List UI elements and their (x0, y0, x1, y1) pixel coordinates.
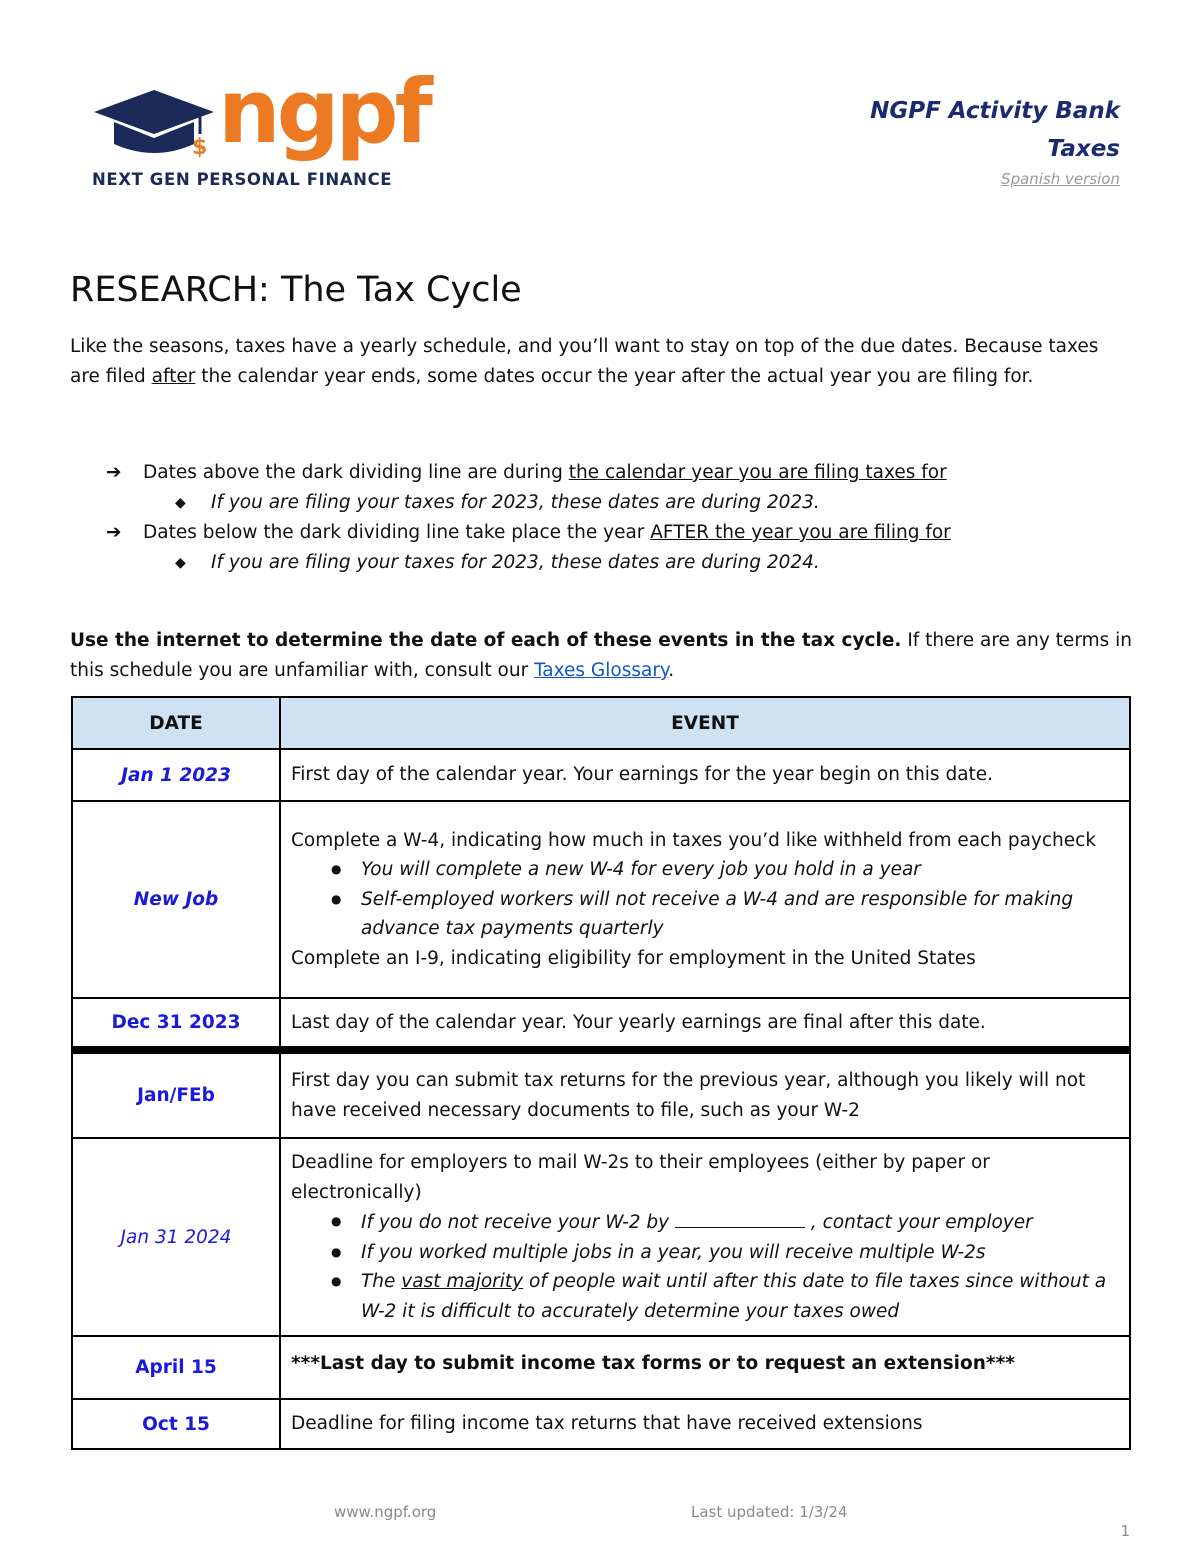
table-row (72, 801, 1130, 998)
bullet-emphasis: AFTER the year you are filing for (650, 522, 951, 543)
date-cell: Oct 15 (72, 1399, 280, 1449)
bullet-text: , contact your employer (804, 1212, 1033, 1233)
bullet-text: of people wait until after this date to file taxes since without a W-2 it is difficult to accurately determine your taxes owed (361, 1271, 1107, 1322)
date-cell: Jan 1 2023 (72, 749, 280, 801)
event-cell (280, 801, 1130, 998)
event-cell: First day you can submit tax returns for the previous year, although you likely will not have received necessary documents to file, such as your W-2 (280, 1050, 1130, 1138)
event-bullet (291, 1207, 1119, 1238)
footer-updated: Last updated: 1/3/24 (691, 1503, 848, 1521)
event-bullet: ● Self-employed workers will not receive a W-4 and are responsible for making advance tax payments quarterly (291, 885, 1119, 944)
bullet-emphasis: vast majority (401, 1271, 524, 1292)
bullet-emphasis: the calendar year you are filing taxes for (568, 462, 947, 483)
event-bullets (291, 855, 1119, 944)
instructions-paragraph (70, 626, 1140, 686)
event-text: Deadline for employers to mail W-2s to their employees (either by paper or electronically) (291, 1152, 990, 1203)
event-bullet: ● You will complete a new W-4 for every job you hold in a year (291, 855, 1119, 885)
event-bullet (291, 1267, 1119, 1326)
bullet-text: Dates above the dark dividing line are during (143, 462, 569, 483)
table-row (72, 1050, 1130, 1138)
intro-text-1: Like the seasons, taxes have a yearly schedule, and you’ll want to stay on top of the due dates. Because taxes are filed (70, 336, 1099, 387)
table-header-row (72, 697, 1130, 749)
event-bullet: ● If you worked multiple jobs in a year, you will receive multiple W-2s (291, 1238, 1119, 1268)
instructions-bold: Use the internet to determine the date of each of these events in the tax cycle. (70, 630, 902, 651)
bullet-text: Dates below the dark dividing line take place the year (143, 522, 651, 543)
topic-label: Taxes (1047, 136, 1120, 162)
svg-text:$: $ (192, 135, 208, 160)
event-cell: First day of the calendar year. Your earnings for the year begin on this date. (280, 749, 1130, 801)
graduation-cap-icon (92, 88, 216, 168)
event-cell: ***Last day to submit income tax forms or to request an extension*** (280, 1336, 1130, 1399)
instructions-text: If there are any terms in this schedule you are unfamiliar with, consult our (70, 630, 1133, 681)
event-bullets (291, 1207, 1119, 1326)
event-text: Complete a W-4, indicating how much in taxes you’d like withheld from each paycheck (291, 829, 1097, 851)
sub-bullet-text: If you are filing your taxes for 2023, these dates are during 2024. (211, 552, 820, 573)
table-row (72, 749, 1130, 801)
page-number: 1 (1120, 1522, 1130, 1540)
intro-text-2: the calendar year ends, some dates occur the year after the actual year you are filing for. (195, 366, 1034, 387)
date-column-header: DATE (72, 697, 280, 749)
event-cell (280, 1138, 1130, 1336)
date-cell: Jan/FEb (72, 1050, 280, 1138)
arrow-icon: ➔ (106, 462, 122, 483)
bullet-item (70, 518, 1130, 548)
tax-cycle-table (71, 696, 1131, 1450)
event-column-header: EVENT (280, 697, 1130, 749)
sub-bullet-item (70, 548, 1130, 578)
intro-emphasis: after (151, 366, 196, 387)
table-row (72, 1399, 1130, 1449)
date-cell: Dec 31 2023 (72, 998, 280, 1050)
spanish-version-link[interactable]: Spanish version (1001, 170, 1120, 188)
date-cell: New Job (72, 801, 280, 998)
table-row (72, 998, 1130, 1050)
event-text: Complete an I-9, indicating eligibility for employment in the United States (291, 947, 976, 969)
event-cell: Deadline for filing income tax returns that have received extensions (280, 1399, 1130, 1449)
sub-bullet-text: If you are filing your taxes for 2023, these dates are during 2023. (211, 492, 820, 513)
page-title: RESEARCH: The Tax Cycle (70, 270, 522, 310)
bullet-list (70, 458, 1130, 578)
table-row (72, 1138, 1130, 1336)
date-cell: April 15 (72, 1336, 280, 1399)
date-cell: Jan 31 2024 (72, 1138, 280, 1336)
diamond-icon: ◆ (175, 495, 186, 511)
fill-in-blank[interactable] (675, 1207, 805, 1228)
bullet-item (70, 458, 1130, 488)
arrow-icon: ➔ (106, 522, 122, 543)
event-cell: Last day of the calendar year. Your yearly earnings are final after this date. (280, 998, 1130, 1050)
diamond-icon: ◆ (175, 555, 186, 571)
sub-bullet-item (70, 488, 1130, 518)
ngpf-logo (92, 60, 429, 192)
bullet-text: The (361, 1271, 402, 1292)
instructions-end: . (668, 660, 675, 681)
bullet-text: If you do not receive your W-2 by (361, 1212, 675, 1233)
taxes-glossary-link[interactable]: Taxes Glossary (534, 660, 669, 681)
table-row (72, 1336, 1130, 1399)
logo-wordmark: ngpf (218, 60, 429, 163)
logo-tagline: NEXT GEN PERSONAL FINANCE (92, 170, 393, 189)
footer-url[interactable]: www.ngpf.org (334, 1503, 437, 1521)
header-right (870, 92, 1120, 190)
intro-paragraph (70, 332, 1130, 392)
activity-bank-title: NGPF Activity Bank (870, 98, 1120, 124)
